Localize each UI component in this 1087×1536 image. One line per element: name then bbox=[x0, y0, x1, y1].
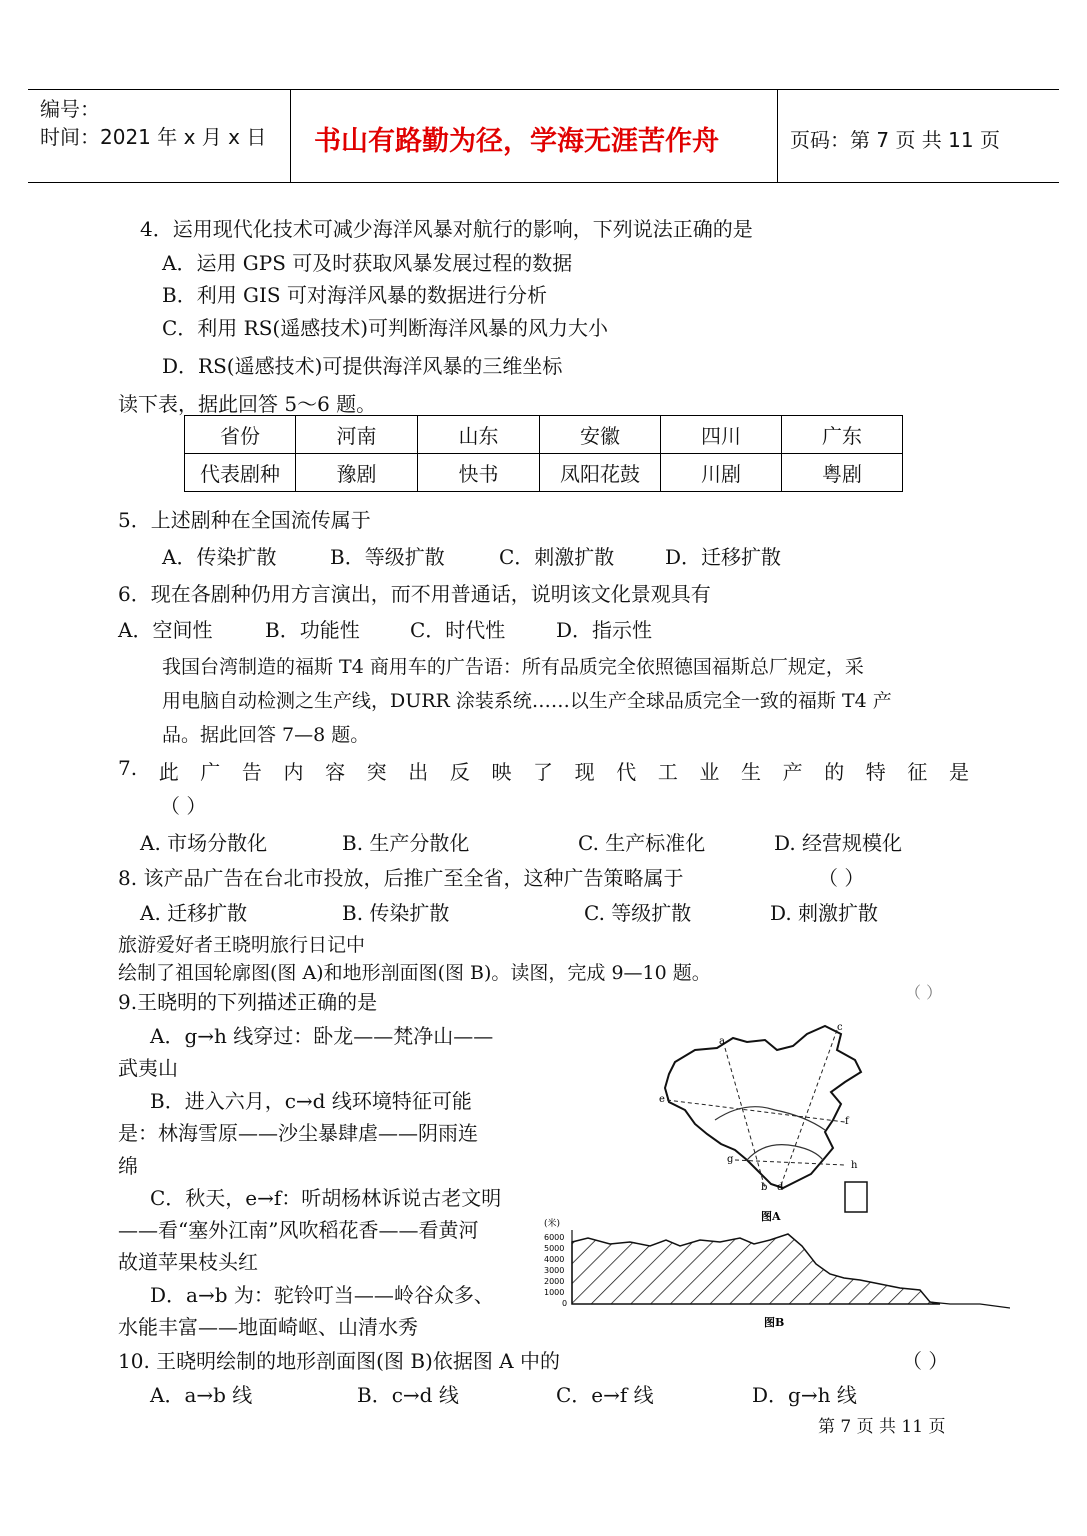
inner-boundary bbox=[747, 1145, 823, 1160]
q6-option-b: B．功能性 bbox=[265, 618, 360, 642]
q7-option-c: C. 生产标准化 bbox=[578, 831, 706, 855]
map-point-label: b bbox=[761, 1182, 768, 1193]
q8-option-b: B. 传染扩散 bbox=[342, 901, 450, 925]
q8-option-a: A. 迁移扩散 bbox=[140, 901, 248, 925]
q4-option-d: D．RS(遥感技术)可提供海洋风暴的三维坐标 bbox=[162, 354, 563, 378]
table-row bbox=[185, 454, 903, 492]
passage-line-1: 我国台湾制造的福斯 T4 商用车的广告语：所有品质完全依照德国福斯总厂规定，采 bbox=[162, 656, 864, 678]
map-point-label: e bbox=[659, 1094, 665, 1105]
q9-option-b-line-1: B．进入六月，c→d 线环境特征可能 bbox=[150, 1089, 472, 1113]
q7-stem-char: 内 bbox=[283, 760, 304, 784]
q4-option-b: B．利用 GIS 可对海洋风暴的数据进行分析 bbox=[162, 283, 547, 307]
q7-stem-char: 出 bbox=[408, 760, 429, 784]
q5-option-d: D．迁移扩散 bbox=[665, 545, 782, 569]
map-point-label: c bbox=[837, 1022, 843, 1033]
y-tick-label: 2000 bbox=[544, 1277, 565, 1286]
figure-b-unit: (米) bbox=[544, 1219, 561, 1229]
q7-stem-char: 突 bbox=[366, 760, 387, 784]
table-cell: 凤阳花鼓 bbox=[540, 454, 661, 492]
section-line-ef bbox=[667, 1100, 845, 1122]
q4-stem: 4．运用现代化技术可减少海洋风暴对航行的影响，下列说法正确的是 bbox=[140, 217, 753, 241]
q7-stem-char: 工 bbox=[657, 760, 678, 784]
q7-option-b: B. 生产分散化 bbox=[342, 831, 470, 855]
q7-option-d: D. 经营规模化 bbox=[774, 831, 903, 855]
motto: 书山有路勤为径，学海无涯苦作舟 bbox=[314, 126, 719, 157]
q9-option-b-line-2: 是：林海雪原——沙尘暴肆虐——阴雨连 bbox=[118, 1121, 478, 1145]
map-point-label: f bbox=[845, 1116, 849, 1127]
q5-option-a: A．传染扩散 bbox=[162, 545, 277, 569]
q9-option-c-line-2: ——看“塞外江南”风吹稻花香——看黄河 bbox=[118, 1218, 479, 1242]
q7-stem-char: 代 bbox=[616, 760, 637, 784]
table-cell: 川剧 bbox=[661, 454, 782, 492]
q6-stem: 6．现在各剧种仍用方言演出，而不用普通话，说明该文化景观具有 bbox=[118, 582, 711, 606]
q5-option-c: C．刺激扩散 bbox=[499, 545, 615, 569]
q9-answer-bracket: （ ） bbox=[905, 983, 943, 1002]
table-cell: 安徽 bbox=[540, 416, 661, 454]
q7-answer-bracket: （ ） bbox=[160, 794, 207, 818]
q7-stem-char: 特 bbox=[865, 760, 886, 784]
q6-option-c: C．时代性 bbox=[410, 618, 506, 642]
table-cell: 代表剧种 bbox=[185, 454, 296, 492]
q10-option-c: C．e→f 线 bbox=[556, 1383, 654, 1407]
table-cell: 山东 bbox=[418, 416, 540, 454]
q10-answer-bracket: （ ） bbox=[902, 1349, 949, 1373]
q7-stem-char: 7. bbox=[118, 756, 138, 780]
q4-option-c: C．利用 RS(遥感技术)可判断海洋风暴的风力大小 bbox=[162, 316, 609, 340]
header-divider-left bbox=[290, 90, 291, 182]
table-cell: 河南 bbox=[296, 416, 418, 454]
q10-option-d: D．g→h 线 bbox=[752, 1383, 857, 1407]
y-tick-label: 6000 bbox=[544, 1233, 565, 1242]
q6-option-a: A．空间性 bbox=[118, 618, 213, 642]
map-point-label: a bbox=[719, 1036, 725, 1047]
q10-option-b: B．c→d 线 bbox=[357, 1383, 459, 1407]
q7-stem-char: 的 bbox=[824, 760, 845, 784]
figure-a-caption: 图A bbox=[761, 1210, 781, 1223]
q7-stem-char: 广 bbox=[200, 760, 221, 784]
map-point-label: d bbox=[777, 1182, 784, 1193]
q7-stem-char: 产 bbox=[782, 760, 803, 784]
map-point-label: h bbox=[851, 1160, 858, 1171]
q7-option-a: A. 市场分散化 bbox=[140, 831, 268, 855]
number-label: 编号： bbox=[40, 97, 100, 121]
q9-option-b-line-3: 绵 bbox=[118, 1154, 138, 1178]
table-cell: 粤剧 bbox=[782, 454, 903, 492]
page-footer: 第 7 页 共 11 页 bbox=[818, 1417, 946, 1437]
q7-stem-char: 此 bbox=[158, 760, 179, 784]
y-tick-label: 5000 bbox=[544, 1244, 565, 1253]
table-cell: 豫剧 bbox=[296, 454, 418, 492]
time-label: 时间：2021 年 x 月 x 日 bbox=[40, 125, 267, 149]
q10-stem: 10. 王晓明绘制的地形剖面图(图 B)依据图 A 中的 bbox=[118, 1349, 560, 1373]
q8-stem: 8. 该产品广告在台北市投放，后推广至全省，这种广告策略属于 bbox=[118, 866, 684, 890]
q9-option-d-line-2: 水能丰富——地面崎岖、山清水秀 bbox=[118, 1315, 418, 1339]
q9-stem: 9.王晓明的下列描述正确的是 bbox=[118, 990, 378, 1014]
table-cell: 四川 bbox=[661, 416, 782, 454]
opera-table bbox=[184, 415, 903, 492]
page-label: 页码：第 7 页 共 11 页 bbox=[790, 128, 1000, 152]
passage-line-3: 品。据此回答 7—8 题。 bbox=[162, 724, 370, 746]
intro-9-10-line-1: 旅游爱好者王晓明旅行日记中 bbox=[118, 934, 366, 956]
q9-option-c-line-3: 故道苹果枝头红 bbox=[118, 1250, 258, 1274]
q9-option-a-line-2: 武夷山 bbox=[118, 1056, 178, 1080]
q9-option-d-line-1: D．a→b 为：驼铃叮当——岭谷众多、 bbox=[150, 1283, 494, 1307]
map-point-label: g bbox=[727, 1154, 734, 1165]
south-china-sea-inset bbox=[845, 1182, 867, 1212]
passage-line-2: 用电脑自动检测之生产线，DURR 涂装系统……以生产全球品质完全一致的福斯 T4 产 bbox=[162, 690, 892, 712]
q8-option-d: D. 刺激扩散 bbox=[770, 901, 879, 925]
q7-stem-char: 是 bbox=[948, 760, 969, 784]
figure-b-caption: 图B bbox=[764, 1316, 785, 1329]
q5-option-b: B．等级扩散 bbox=[330, 545, 445, 569]
figure-b-profile bbox=[540, 1216, 1010, 1332]
q7-stem-char: 容 bbox=[325, 760, 346, 784]
y-tick-label: 0 bbox=[562, 1299, 568, 1308]
q7-stem-char: 映 bbox=[491, 760, 512, 784]
header-divider-right bbox=[777, 90, 778, 182]
section-line-ab bbox=[725, 1048, 765, 1188]
header-top-rule bbox=[28, 89, 1059, 90]
y-tick-label: 4000 bbox=[544, 1255, 565, 1264]
figure-a-map bbox=[655, 1020, 885, 1230]
table-row bbox=[185, 416, 903, 454]
y-tick-label: 3000 bbox=[544, 1266, 565, 1275]
intro-5-6: 读下表，据此回答 5～6 题。 bbox=[118, 392, 377, 416]
q8-answer-bracket: （ ） bbox=[818, 866, 865, 890]
table-cell: 省份 bbox=[185, 416, 296, 454]
q7-stem-char: 了 bbox=[533, 760, 554, 784]
q7-stem-char: 现 bbox=[574, 760, 595, 784]
q8-option-c: C. 等级扩散 bbox=[584, 901, 692, 925]
q10-option-a: A．a→b 线 bbox=[150, 1383, 253, 1407]
header-bottom-rule bbox=[28, 182, 1059, 183]
y-tick-label: 1000 bbox=[544, 1288, 565, 1297]
q9-option-c-line-1: C．秋天，e→f：听胡杨林诉说古老文明 bbox=[150, 1186, 502, 1210]
table-cell: 广东 bbox=[782, 416, 903, 454]
coastal-lowland bbox=[930, 1302, 1010, 1308]
q4-option-a: A．运用 GPS 可及时获取风暴发展过程的数据 bbox=[162, 251, 573, 275]
q7-stem-char: 反 bbox=[449, 760, 470, 784]
q9-option-a-line-1: A．g→h 线穿过：卧龙——梵净山—— bbox=[150, 1024, 494, 1048]
q7-stem-char: 告 bbox=[241, 760, 262, 784]
q7-stem bbox=[118, 756, 969, 785]
q7-stem-char: 生 bbox=[741, 760, 761, 784]
q7-stem-char: 业 bbox=[699, 760, 720, 784]
q7-stem-char: 征 bbox=[907, 760, 928, 784]
q6-option-d: D．指示性 bbox=[556, 618, 653, 642]
intro-9-10-line-2: 绘制了祖国轮廓图(图 A)和地形剖面图(图 B)。读图，完成 9—10 题。 bbox=[118, 962, 711, 984]
table-cell: 快书 bbox=[418, 454, 540, 492]
terrain-profile bbox=[572, 1234, 940, 1304]
q5-stem: 5．上述剧种在全国流传属于 bbox=[118, 508, 371, 532]
